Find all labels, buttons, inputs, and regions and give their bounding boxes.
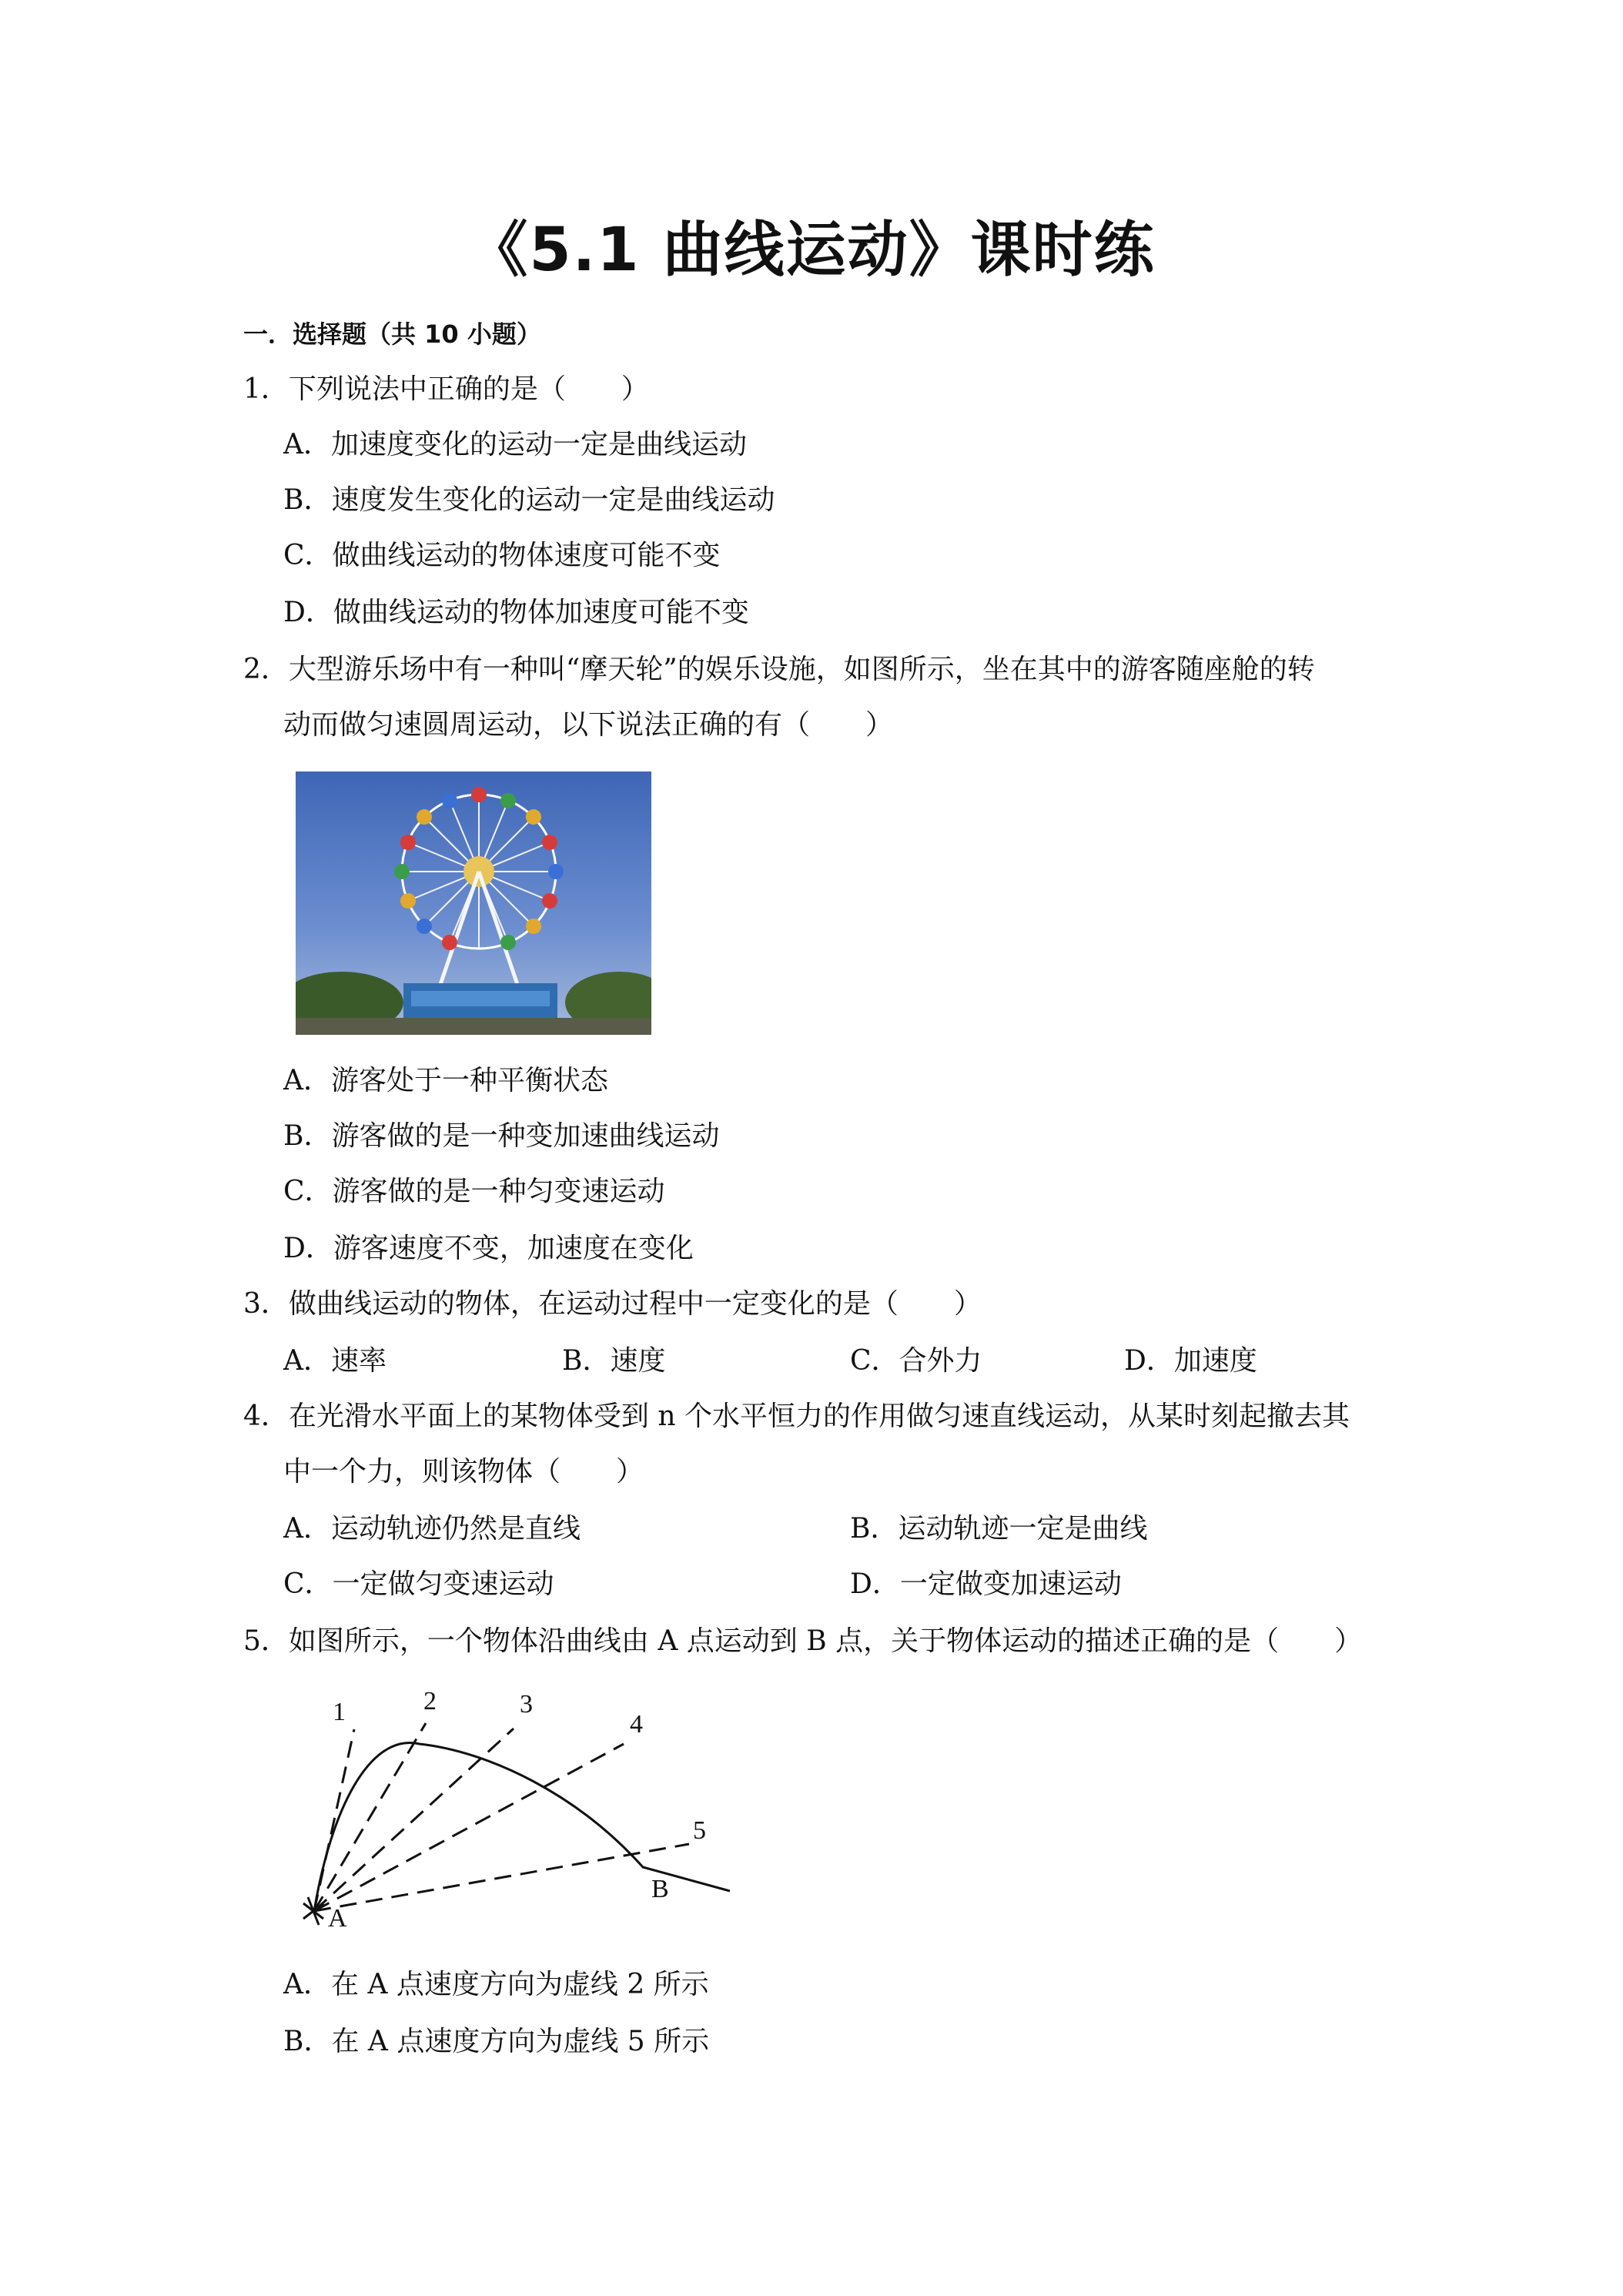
- question-1-option-c: C．做曲线运动的物体速度可能不变: [283, 540, 721, 571]
- question-5-option-b: B．在 A 点速度方向为虚线 5 所示: [283, 2026, 710, 2057]
- question-4-option-c: C．一定做匀变速运动: [283, 1568, 554, 1600]
- question-4-stem-line-1: 4．在光滑水平面上的某物体受到 n 个水平恒力的作用做匀速直线运动，从某时刻起撤去其: [243, 1401, 1350, 1432]
- question-2-option-d: D．游客速度不变，加速度在变化: [283, 1233, 694, 1264]
- question-4-option-d: D．一定做变加速运动: [850, 1568, 1122, 1600]
- section-heading: 一．选择题（共 10 小题）: [243, 320, 541, 349]
- dashed-line-2: [314, 1723, 426, 1911]
- question-4-option-b: B．运动轨迹一定是曲线: [850, 1513, 1148, 1545]
- question-2-option-a: A．游客处于一种平衡状态: [283, 1065, 608, 1096]
- label-5: 5: [693, 1816, 706, 1845]
- question-1-stem: 1．下列说法中正确的是（ ）: [243, 373, 649, 405]
- question-5-option-a: A．在 A 点速度方向为虚线 2 所示: [283, 1969, 709, 2000]
- question-1-option-b: B．速度发生变化的运动一定是曲线运动: [283, 484, 775, 516]
- question-2-stem-line-1: 2．大型游乐场中有一种叫“摩天轮”的娱乐设施，如图所示，坐在其中的游客随座舱的转: [243, 654, 1315, 685]
- label-3: 3: [520, 1690, 533, 1719]
- label-4: 4: [630, 1710, 643, 1739]
- dashed-line-5: [314, 1844, 689, 1911]
- label-2: 2: [423, 1687, 437, 1715]
- question-3-option-a: A．速率: [283, 1345, 387, 1377]
- question-3-option-c: C．合外力: [850, 1345, 982, 1377]
- question-1-option-a: A．加速度变化的运动一定是曲线运动: [283, 429, 747, 460]
- question-3-stem: 3．做曲线运动的物体，在运动过程中一定变化的是（ ）: [243, 1288, 982, 1320]
- label-point-b: B: [651, 1875, 669, 1903]
- question-2-option-c: C．游客做的是一种匀变速运动: [283, 1176, 665, 1207]
- label-1: 1: [333, 1698, 346, 1726]
- curve-motion-diagram: [285, 1678, 747, 1940]
- question-3-option-d: D．加速度: [1124, 1345, 1257, 1377]
- page-title: 《5.1 曲线运动》课时练: [467, 216, 1156, 285]
- dashed-line-1: [314, 1729, 354, 1911]
- question-4-stem-line-2: 中一个力，则该物体（ ）: [283, 1456, 644, 1488]
- ferris-wheel-photo: [296, 771, 651, 1035]
- question-5-stem: 5．如图所示，一个物体沿曲线由 A 点运动到 B 点，关于物体运动的描述正确的是（ ）: [243, 1625, 1363, 1657]
- question-4-option-a: A．运动轨迹仍然是直线: [283, 1513, 581, 1545]
- question-1-option-d: D．做曲线运动的物体加速度可能不变: [283, 597, 749, 628]
- question-2-stem-line-2: 动而做匀速圆周运动，以下说法正确的有（ ）: [283, 709, 894, 741]
- question-2-option-b: B．游客做的是一种变加速曲线运动: [283, 1120, 720, 1152]
- label-point-a: A: [328, 1904, 347, 1933]
- question-3-option-b: B．速度: [562, 1345, 666, 1377]
